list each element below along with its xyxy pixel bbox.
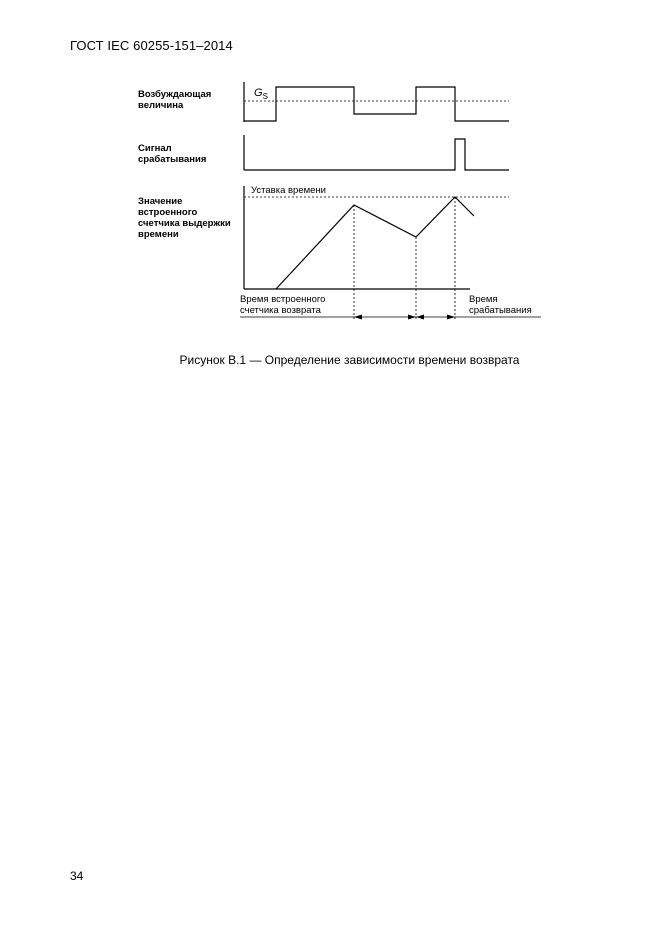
figure-caption [0, 353, 661, 367]
figure-caption-text: Рисунок В.1 — Определение зависимости времени возврата [179, 353, 520, 367]
document-header: ГОСТ IEC 60255-151–2014 [70, 38, 233, 53]
threshold-symbol [254, 87, 268, 99]
operate-time-label: Время срабатывания [469, 294, 532, 316]
reset-time-label: Время встроенного счетчика возврата [240, 294, 326, 316]
threshold-symbol-letter: G [254, 87, 263, 99]
arrow-head [408, 315, 416, 320]
time-setting-label: Уставка времени [251, 185, 326, 196]
page-number: 34 [70, 869, 84, 883]
counter-waveform [276, 197, 474, 289]
excitation-waveform [244, 87, 509, 121]
trip-waveform [244, 139, 509, 170]
counter-value-label: Значение встроенного счетчика выдержки времени [138, 196, 231, 240]
arrow-head [447, 315, 455, 320]
arrow-head [416, 315, 424, 320]
trip-signal-label: Сигнал срабатывания [138, 143, 207, 165]
threshold-symbol-subscript: S [262, 92, 268, 101]
excitation-label: Возбуждающая величина [138, 89, 212, 111]
